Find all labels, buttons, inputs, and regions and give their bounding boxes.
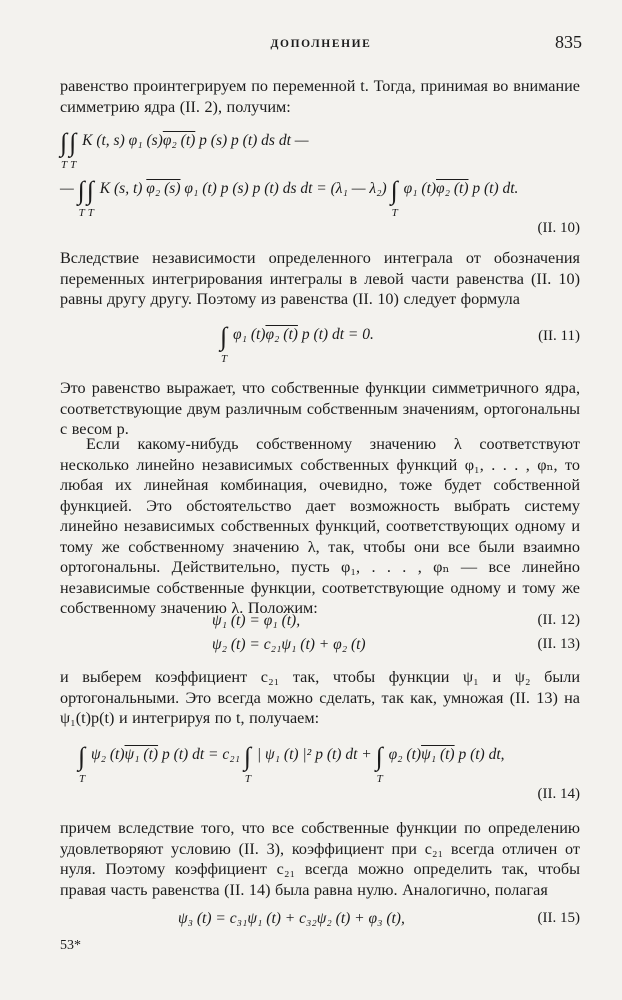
integral-sign: ∫ T (220, 322, 228, 365)
running-title: ДОПОЛНЕНИЕ (270, 38, 372, 50)
equation-II-13: ψ₂ (t) = c₂₁ψ₁ (t) + φ₂ (t) (II. 13) (212, 636, 580, 653)
integral-sign: ∫ T (69, 128, 77, 171)
equation-II-15: ψ₃ (t) = c₃₁ψ₁ (t) + c₃₂ψ₂ (t) + φ₃ (t), (II. 15) (178, 910, 580, 927)
equation-II-14: ∫ T ψ₂ (t)ψ₁ (t) p (t) dt = c₂₁ ∫ T | ψ₁ (t) |² p (t) dt + ∫ T φ₂ (t)ψ₁ (t) p (t) dt, (II. 14) (78, 742, 580, 802)
paragraph-4: Если какому-нибудь собственному значению λ соответствуют несколько линейно независимых собственных функций φ₁, . . . , φₙ, то любая их линейная комбинация, очевидно, тоже будет собственной функцией. Это обстоятельство дает возможность выбрать систему линейно независимых собственных функций, соответствующих одному и тому же собственному значению λ, так, чтобы они все были взаимно ортогональны. Действительно, пусть φ₁, . . . , φₙ — все линейно независимые собственные функции, соответствующие одному и тому же собственному значению λ. Положим: (60, 435, 580, 617)
equation-II-10-line-1: ∫ T ∫ T K (t, s) φ₁ (s)φ₂ (t) p (s) p (t) ds dt — (60, 128, 309, 171)
equation-II-10-line-2: — ∫ T ∫ T K (s, t) φ₂ (s) φ₁ (t) p (s) p (t) ds dt = (λ₁ — λ₂) ∫ T φ₁ (t)φ₂ (t) p (t) dt. (60, 176, 519, 219)
integral-sign: ∫ T (375, 742, 383, 785)
equation-II-12: ψ₁ (t) = φ₁ (t), (II. 12) (212, 612, 580, 629)
running-head (60, 32, 582, 52)
equation-number-II-15: (II. 15) (537, 910, 580, 926)
equation-number-II-12: (II. 12) (537, 612, 580, 628)
integral-sign: ∫ T (243, 742, 251, 785)
page-number: 835 (555, 32, 582, 52)
integral-sign: ∫ T (60, 128, 68, 171)
integral-sign: ∫ T (390, 176, 398, 219)
equation-number-II-10: (II. 10) (537, 220, 580, 236)
paragraph-6: причем вследствие того, что все собственные функции по определению удовлетворяют условию (II. 3), коэффициент при c₂₁ всегда отличен от нуля. Поэтому коэффициент c₂₁ всегда можно определить так, чтобы правая часть равенства (II. 14) была равна нулю. Аналогично, полагая (60, 819, 580, 899)
paragraph-3: Это равенство выражает, что собственные функции симметричного ядра, соответствующие двум различным собственным значениям, ортогональны с весом p. (60, 379, 580, 438)
integral-sign: ∫ T (77, 176, 85, 219)
equation-number-II-11: (II. 11) (538, 328, 580, 344)
integral-sign: ∫ T (86, 176, 94, 219)
equation-number-II-13: (II. 13) (537, 636, 580, 652)
paragraph-1: равенство проинтегрируем по переменной t. Тогда, принимая во внимание симметрию ядра (II. 2), получим: (60, 77, 580, 116)
signature-mark: 53* (60, 938, 81, 953)
equation-II-10 (60, 128, 580, 236)
integral-sign: ∫ T (78, 742, 86, 785)
equation-II-11: ∫ T φ₁ (t)φ₂ (t) p (t) dt = 0. (II. 11) (220, 322, 580, 365)
paragraph-5: и выберем коэффициент c₂₁ так, чтобы функции ψ₁ и ψ₂ были ортогональными. Это всегда можно сделать, так как, умножая (II. 13) на ψ₁(t)p(t) и интегрируя по t, получаем: (60, 668, 580, 727)
paragraph-2: Вследствие независимости определенного интеграла от обозначения переменных интегрирования интегралы в левой части равенства (II. 10) равны другу другу. Поэтому из равенства (II. 10) следует формула (60, 249, 580, 308)
equation-number-II-14: (II. 14) (537, 786, 580, 802)
